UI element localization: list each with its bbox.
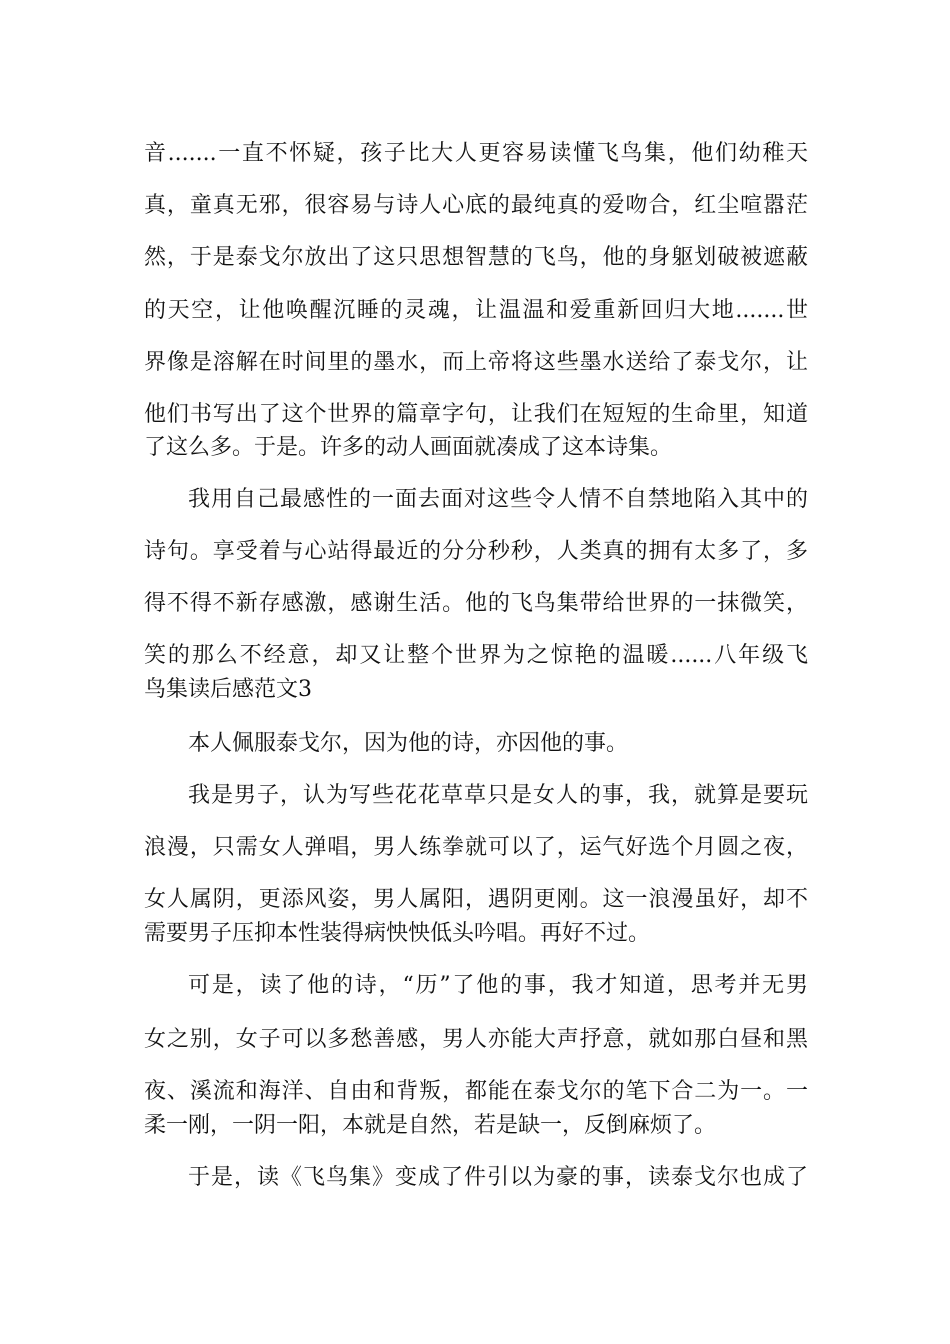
- text-line: 浪漫，只需女人弹唱，男人练拳就可以了，运气好选个月圆之夜，: [144, 835, 808, 860]
- text-line: 音.......一直不怀疑，孩子比大人更容易读懂飞鸟集，他们幼稚天: [144, 141, 808, 166]
- paragraph-first-line: 于是，读《飞鸟集》变成了件引以为豪的事，读泰戈尔也成了: [188, 1165, 808, 1190]
- paragraph-first-line: 我是男子，认为写些花花草草只是女人的事，我，就算是要玩: [188, 783, 808, 808]
- paragraph-first-line: 我用自己最感性的一面去面对这些令人情不自禁地陷入其中的: [188, 487, 808, 512]
- text-line: 女人属阴，更添风姿，男人属阳，遇阴更刚。这一浪漫虽好，却不: [144, 887, 808, 912]
- text-line: 需要男子压抑本性装得病怏怏低头吟唱。再好不过。: [144, 921, 651, 946]
- text-line: 了这么多。于是。许多的动人画面就凑成了这本诗集。: [144, 435, 673, 460]
- text-line: 诗句。享受着与心站得最近的分分秒秒，人类真的拥有太多了，多: [144, 539, 808, 564]
- text-line: 然，于是泰戈尔放出了这只思想智慧的飞鸟，他的身躯划破被遮蔽: [144, 245, 808, 270]
- text-line: 的天空，让他唤醒沉睡的灵魂，让温温和爱重新回归大地.......世: [144, 298, 808, 323]
- text-line: 夜、溪流和海洋、自由和背叛，都能在泰戈尔的笔下合二为一。一: [144, 1079, 808, 1104]
- text-line: 得不得不新存感激，感谢生活。他的飞鸟集带给世界的一抹微笑，: [144, 591, 808, 616]
- text-line: 他们书写出了这个世界的篇章字句，让我们在短短的生命里，知道: [144, 402, 808, 427]
- paragraph-first-line: 本人佩服泰戈尔，因为他的诗，亦因他的事。: [188, 731, 629, 756]
- section-title-line: 鸟集读后感范文3: [144, 677, 312, 702]
- text-line: 真，童真无邪，很容易与诗人心底的最纯真的爱吻合，红尘喧嚣茫: [144, 193, 808, 218]
- text-line: 柔一刚，一阴一阳，本就是自然，若是缺一，反倒麻烦了。: [144, 1113, 717, 1138]
- text-line: 界像是溶解在时间里的墨水，而上帝将这些墨水送给了泰戈尔，让: [144, 350, 808, 375]
- text-line: 女之别，女子可以多愁善感，男人亦能大声抒意，就如那白昼和黑: [144, 1027, 808, 1052]
- text-line: 笑的那么不经意，却又让整个世界为之惊艳的温暖......八年级飞: [144, 643, 808, 668]
- paragraph-first-line: 可是，读了他的诗，“历”了他的事，我才知道，思考并无男: [188, 973, 808, 998]
